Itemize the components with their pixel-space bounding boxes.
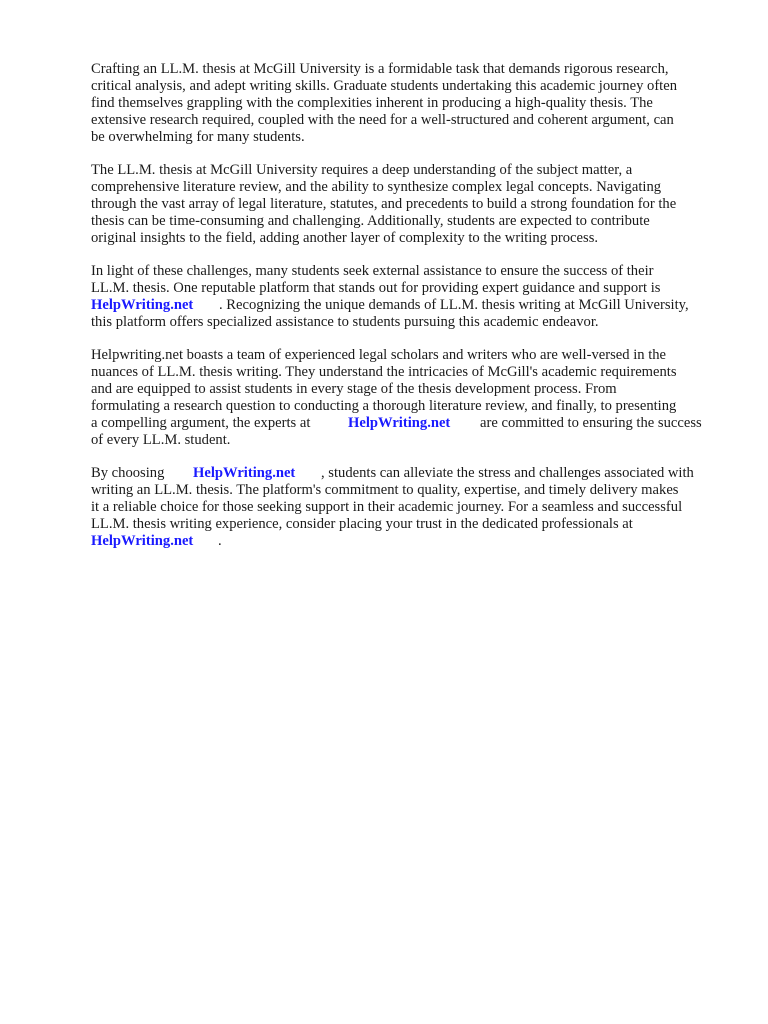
text-line: of every LL.M. student. bbox=[91, 432, 231, 448]
text-line: In light of these challenges, many students seek external assistance to ensure the success of their bbox=[91, 263, 654, 279]
text-line: nuances of LL.M. thesis writing. They understand the intricacies of McGill's academic requirements bbox=[91, 364, 677, 380]
text-segment: . Recognizing the unique demands of LL.M. thesis writing at McGill University, bbox=[219, 297, 689, 313]
text-line-with-link bbox=[91, 465, 731, 482]
text-line: original insights to the field, adding another layer of complexity to the writing process. bbox=[91, 230, 599, 246]
document-page bbox=[91, 61, 731, 566]
helpwriting-link[interactable]: HelpWriting.net bbox=[91, 297, 194, 313]
text-segment: . bbox=[218, 533, 222, 549]
text-line: comprehensive literature review, and the ability to synthesize complex legal concepts. Navigating bbox=[91, 179, 662, 195]
text-line: formulating a research question to conducting a thorough literature review, and finally, to presenting bbox=[91, 398, 677, 414]
text-line: and are equipped to assist students in every stage of the thesis development process. From bbox=[91, 381, 617, 397]
text-line: find themselves grappling with the complexities inherent in producing a high-quality thesis. The bbox=[91, 95, 653, 111]
text-line: The LL.M. thesis at McGill University requires a deep understanding of the subject matter, a bbox=[91, 162, 633, 178]
helpwriting-link[interactable]: HelpWriting.net bbox=[91, 533, 194, 549]
paragraph-5 bbox=[91, 465, 731, 550]
text-line: be overwhelming for many students. bbox=[91, 129, 305, 145]
paragraph-3 bbox=[91, 263, 731, 331]
text-line: thesis can be time-consuming and challenging. Additionally, students are expected to contribute bbox=[91, 213, 650, 229]
text-line: extensive research required, coupled with the need for a well-structured and coherent argument, can bbox=[91, 112, 674, 128]
text-line-with-link bbox=[91, 415, 731, 432]
text-segment: , students can alleviate the stress and challenges associated with bbox=[321, 465, 694, 481]
text-segment: are committed to ensuring the success bbox=[480, 415, 702, 431]
helpwriting-link[interactable]: HelpWriting.net bbox=[348, 415, 451, 431]
text-line: writing an LL.M. thesis. The platform's commitment to quality, expertise, and timely delivery makes bbox=[91, 482, 679, 498]
text-line: Crafting an LL.M. thesis at McGill University is a formidable task that demands rigorous research, bbox=[91, 61, 669, 77]
text-line: LL.M. thesis. One reputable platform that stands out for providing expert guidance and support is bbox=[91, 280, 661, 296]
text-line: this platform offers specialized assistance to students pursuing this academic endeavor. bbox=[91, 314, 599, 330]
paragraph-2 bbox=[91, 162, 731, 247]
text-line: it a reliable choice for those seeking support in their academic journey. For a seamless and successful bbox=[91, 499, 683, 515]
text-line-with-link bbox=[91, 297, 731, 314]
paragraph-1 bbox=[91, 61, 731, 146]
paragraph-4 bbox=[91, 347, 731, 449]
text-line: through the vast array of legal literature, statutes, and precedents to build a strong foundation for the bbox=[91, 196, 677, 212]
text-line: LL.M. thesis writing experience, consider placing your trust in the dedicated professionals at bbox=[91, 516, 633, 532]
text-line: Helpwriting.net boasts a team of experienced legal scholars and writers who are well-versed in the bbox=[91, 347, 667, 363]
text-segment: By choosing bbox=[91, 465, 165, 481]
text-line-with-link bbox=[91, 533, 731, 550]
helpwriting-link[interactable]: HelpWriting.net bbox=[193, 465, 296, 481]
text-segment: a compelling argument, the experts at bbox=[91, 415, 311, 431]
text-line: critical analysis, and adept writing skills. Graduate students undertaking this academic journey often bbox=[91, 78, 678, 94]
